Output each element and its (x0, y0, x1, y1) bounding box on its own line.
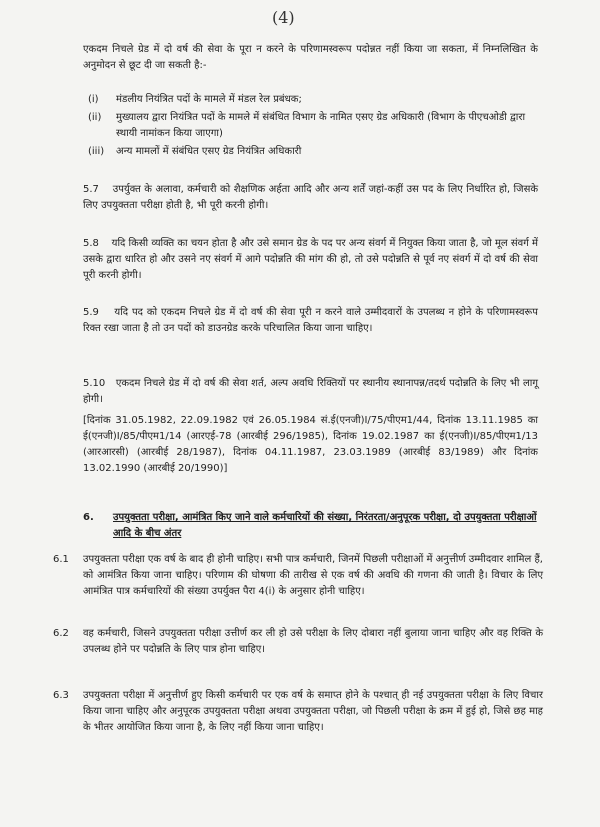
para-5-9 (83, 305, 538, 337)
list-marker: (iii) (88, 146, 105, 157)
para-5-7 (83, 182, 538, 214)
para-number: 6.2 (53, 628, 69, 639)
para-number: 6.3 (53, 690, 69, 701)
para-text: वह कर्मचारी, जिसने उपयुक्तता परीक्षा उत्तीर्ण कर ली हो उसे परीक्षा के लिए दोबारा नहीं बुलाया जाना चाहिए और वह रिक्ति के उपलब्ध होने पर पदोन्नति के लिए पात्र होना चाहिए। (83, 628, 543, 655)
list-marker: (i) (88, 94, 99, 105)
list-text: अन्य मामलों में संबंधित एसए ग्रेड नियंत्रित अधिकारी (116, 146, 302, 157)
para-6-3 (53, 688, 543, 736)
para-number: 5.7 (83, 184, 99, 195)
list-item (88, 144, 548, 160)
approver-list (88, 92, 548, 162)
para-5-8 (83, 236, 538, 284)
para-6-1 (53, 552, 543, 600)
section-number: 6. (83, 512, 94, 523)
para-text: उपयुक्तता परीक्षा एक वर्ष के बाद ही होनी चाहिए। सभी पात्र कर्मचारी, जिनमें पिछली परीक्षाओं में अनुत्तीर्ण उम्मीदवार शामिल हैं, को आमंत्रित किया जाना चाहिए। परिणाम की घोषणा की तारीख से एक वर्ष की अवधि की गणना की जाती है। विचार के लिए आमंत्रित पात्र कर्मचारियों की संख्या उपर्युक्त पैरा 4(i) के अनुसार होनी चाहिए। (83, 554, 543, 597)
section-6-heading (83, 510, 543, 542)
para-text: उपर्युक्त के अलावा, कर्मचारी को शैक्षणिक अर्हता आदि और अन्य शर्तें जहां-कहीं उस पद के लिए निर्धारित हो, जिसके लिए उपयुक्तता परीक्षा होती है, भी पूरी करनी होगी। (83, 184, 539, 211)
para-5-10 (83, 376, 538, 408)
para-6-2 (53, 626, 543, 658)
citation-block: [दिनांक 31.05.1982, 22.09.1982 एवं 26.05.1984 सं.ई(एनजी)I/75/पीएम1/44, दिनांक 13.11.1985 का ई(एनजी)I/85/पीएम1/14 (आरएई-78 (आरबीई 296/1985), दिनांक 19.02.1987 का ई(एनजी)I/85/पीएम1/13 (आरआरसी) (आरबीई 28/1987), दिनांक 04.11.1987, 23.03.1989 (आरबीई 83/1989) और दिनांक 13.02.1990 (आरबीई 20/1990)] (83, 415, 538, 474)
para-number: 5.10 (83, 378, 106, 389)
para-number: 6.1 (53, 554, 69, 565)
para-text: यदि किसी व्यक्ति का चयन होता है और उसे समान ग्रेड के पद पर अन्य संवर्ग में नियुक्त किया जाता है, जो मूल संवर्ग में उसके द्वारा धारित हो और उसने नए संवर्ग में आगे पदोन्नति की मांग की हो, तो उसे पदोन्नति से पूर्व नए संवर्ग में दो वर्ष की सेवा पूरी करनी होगी। (83, 238, 538, 281)
list-item (88, 110, 548, 142)
section-title: उपयुक्तता परीक्षा, आमंत्रित किए जाने वाले कर्मचारियों की संख्या, निरंतरता/अनुपूरक परीक्षा, दो उपयुक्तता परीक्षाओं आदि के बीच अंतर (113, 512, 537, 539)
page-number: (4) (272, 8, 295, 27)
list-text: मंडलीय नियंत्रित पदों के मामले में मंडल रेल प्रबंधक; (116, 94, 302, 105)
list-text: मुख्यालय द्वारा नियंत्रित पदों के मामले में संबंधित विभाग के नामित एसए ग्रेड अधिकारी (विभाग के पीएचओडी द्वारा स्थायी नामांकन किया जाएगा) (116, 112, 526, 139)
para-number: 5.9 (83, 307, 99, 318)
list-marker: (ii) (88, 112, 102, 123)
para-text: उपयुक्तता परीक्षा में अनुत्तीर्ण हुए किसी कर्मचारी पर एक वर्ष के समाप्त होने के पश्चात् ही नई उपयुक्तता परीक्षा के लिए विचार किया जाना चाहिए और अनुपूरक उपयुक्तता परीक्षा अथवा उपयुक्तता परीक्षा, जो पिछली परीक्षा के क्रम में हुई हो, जिसे छह माह के भीतर आयोजित किया जाना है, के लिए नहीं किया जाना चाहिए। (83, 690, 543, 733)
intro-paragraph: एकदम निचले ग्रेड में दो वर्ष की सेवा के पूरा न करने के परिणामस्वरूप पदोन्नत नहीं किया जा सकता, में निम्नलिखित के अनुमोदन से छूट दी जा सकती है:- (83, 44, 538, 71)
para-text: एकदम निचले ग्रेड में दो वर्ष की सेवा शर्त, अल्प अवधि रिक्तियों पर स्थानीय स्थानापन्न/तदर्थ पदोन्नति के लिए भी लागू होगी। (83, 378, 538, 405)
para-number: 5.8 (83, 238, 99, 249)
list-item (88, 92, 548, 108)
para-text: यदि पद को एकदम निचले ग्रेड में दो वर्ष की सेवा पूरी न करने वाले उम्मीदवारों के उपलब्ध न होने के परिणामस्वरूप रिक्त रखा जाता है तो उन पदों को डाउनग्रेड करके परिचालित किया जाना चाहिए। (83, 307, 538, 334)
